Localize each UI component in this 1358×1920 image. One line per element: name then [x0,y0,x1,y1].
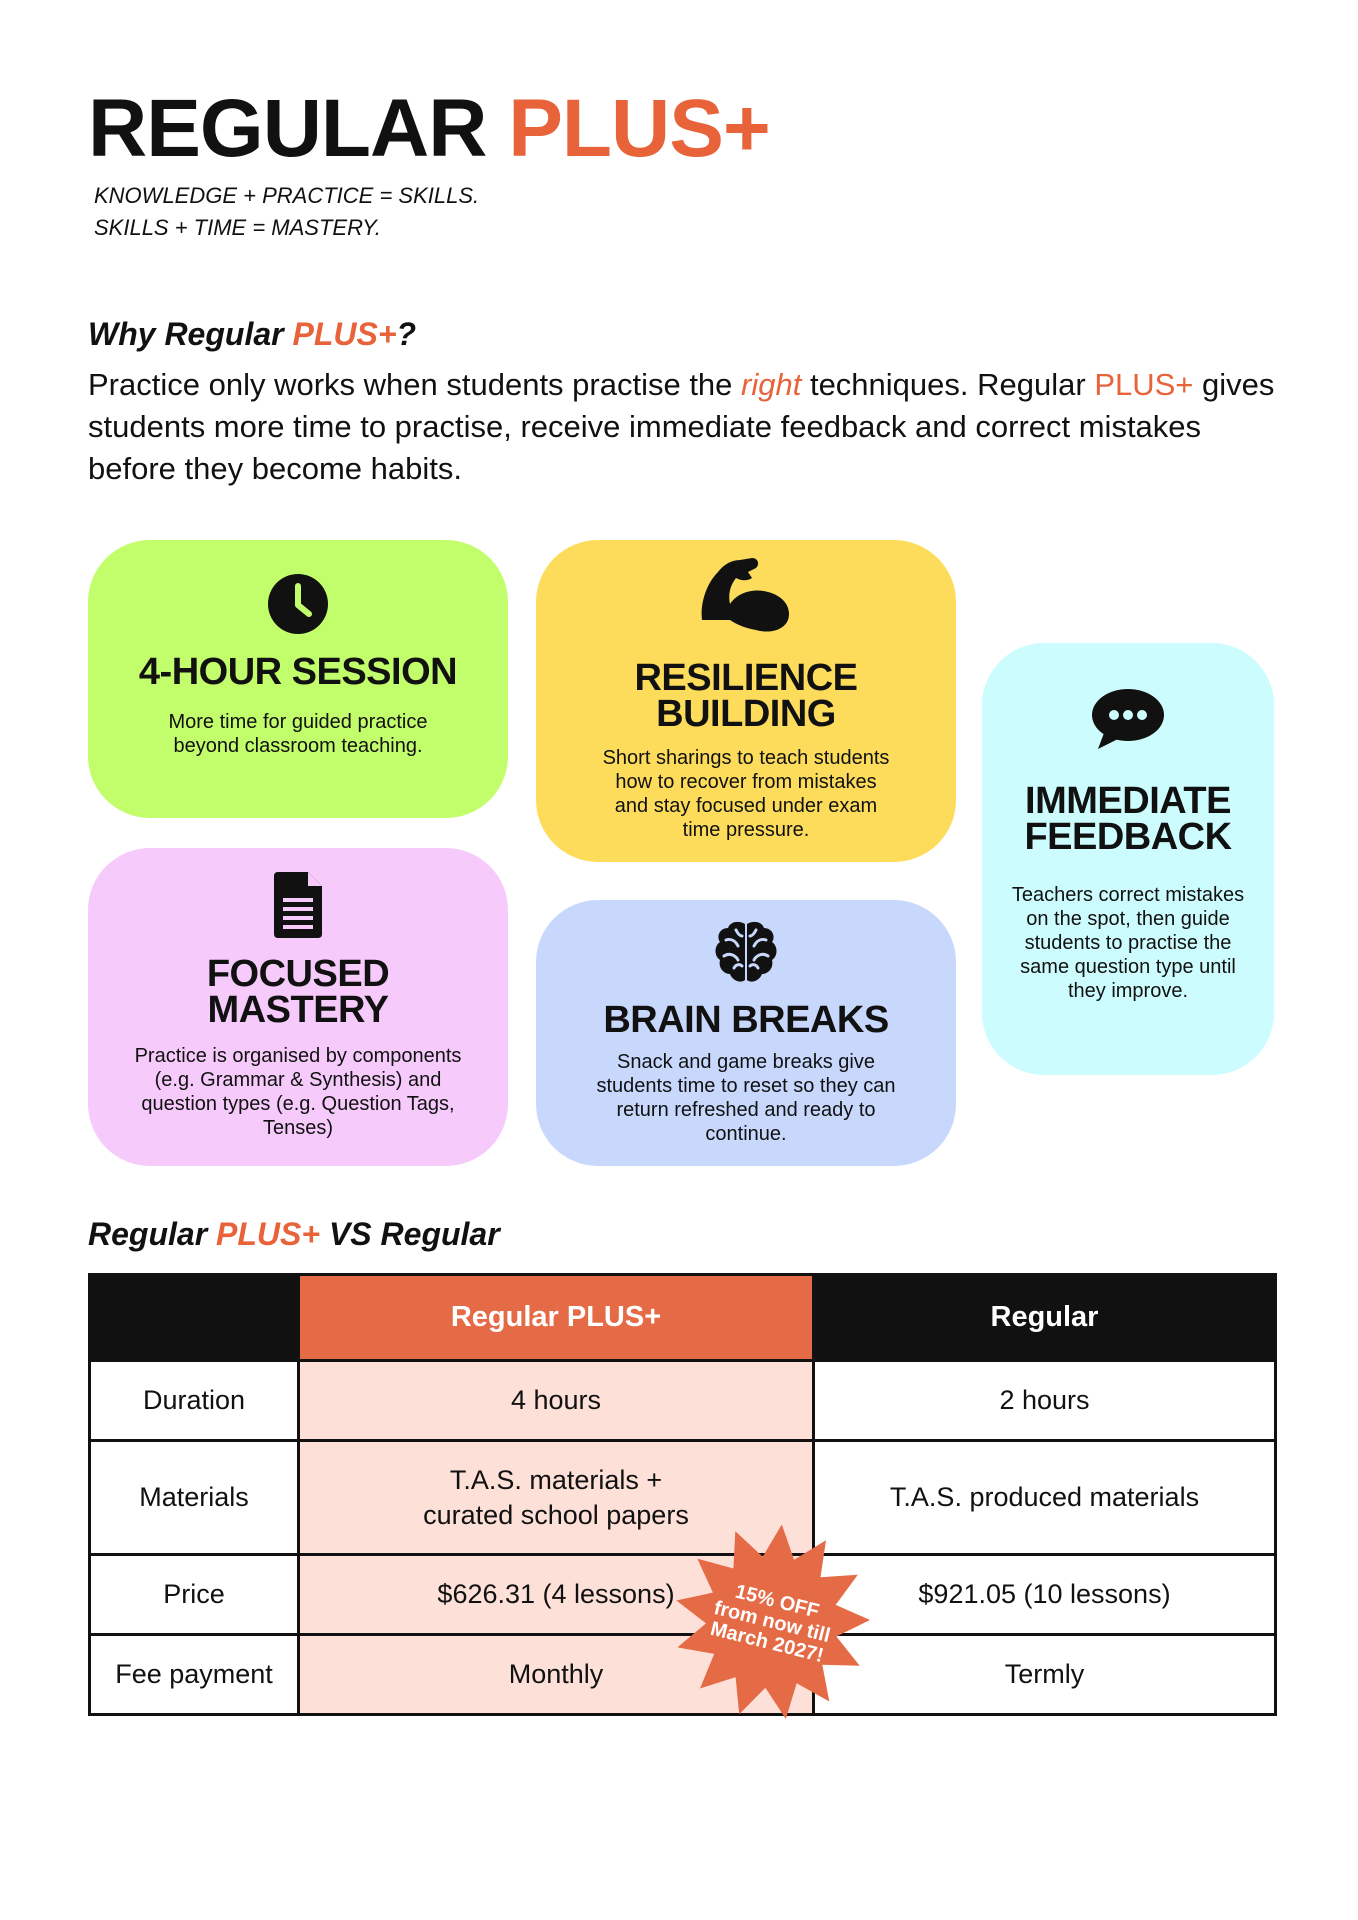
card-description: Short sharings to teach students how to recover from mistakes and stay focused under exam time pressure. [602,747,890,841]
why-paragraph [88,364,1288,490]
card-title [982,780,1274,858]
table-header-row [90,1275,1276,1361]
card-description: Practice is organised by components (e.g. Grammar & Synthesis) and question types (e.g. Question Tags, Tenses) [134,1045,462,1139]
card-title-line-1: IMMEDIATE [1025,780,1231,822]
table-header-regular-plus: Regular PLUS+ [299,1275,814,1361]
regular-cell: T.A.S. produced materials [814,1441,1276,1555]
discount-badge-text: 15% OFF from now till March 2027! [708,1580,833,1667]
tagline-line-2: SKILLS + TIME = MASTERY. [94,215,381,240]
row-label: Price [90,1555,299,1635]
regular-cell: 2 hours [814,1361,1276,1441]
card-title-line-2: MASTERY [207,989,389,1031]
plus-cell: 4 hours [299,1361,814,1441]
why-heading-post: ? [396,316,417,352]
card-description: Teachers correct mistakes on the spot, then guide students to practise the same question type until they improve. [1011,884,1245,1002]
flexed-bicep-icon [536,554,956,634]
clock-icon [88,572,508,636]
plus-cell: Monthly [299,1635,814,1715]
why-body-accent: PLUS+ [1094,367,1194,402]
title-accent: PLUS+ [508,83,770,174]
card-title: 4-HOUR SESSION [138,651,458,693]
table-header-empty [90,1275,299,1361]
card-title-line-1: RESILIENCE [634,657,858,699]
plus-cell: $626.31 (4 lessons) [299,1555,814,1635]
plus-cell-line-2: curated school papers [423,1499,689,1530]
title-main: REGULAR [88,83,487,174]
why-body-part-2: techniques. Regular [801,367,1095,402]
why-heading-pre: Why Regular [88,316,293,352]
card-title: BRAIN BREAKS [603,999,889,1041]
card-title-line-1: FOCUSED [206,953,390,995]
why-body-part-3: gives students more time to practise, receive immediate feedback and correct mistakes before they become habits. [88,367,1275,486]
regular-cell: $921.05 (10 lessons) [814,1555,1276,1635]
speech-bubble-icon [982,687,1274,751]
card-brain-breaks [536,900,956,1166]
card-description: More time for guided practice beyond classroom teaching. [168,711,428,757]
brain-icon [536,918,956,986]
page-title [88,83,770,174]
row-label: Fee payment [90,1635,299,1715]
discount-badge [672,1522,872,1722]
comparison-heading-post: VS Regular [320,1216,500,1252]
why-body-emphasis: right [741,367,802,402]
regular-cell: Termly [814,1635,1276,1715]
card-focused-mastery [88,848,508,1166]
tagline-line-1: KNOWLEDGE + PRACTICE = SKILLS. [94,183,480,208]
table-header-regular: Regular [814,1275,1276,1361]
plus-cell-line-1: T.A.S. materials + [449,1464,663,1495]
tagline [94,180,479,244]
card-title-line-2: BUILDING [656,693,836,735]
why-heading [88,316,416,353]
card-4-hour-session [88,540,508,818]
card-resilience-building [536,540,956,862]
card-title [536,657,956,735]
comparison-heading-accent: PLUS+ [216,1216,321,1252]
table-row [90,1361,1276,1441]
comparison-heading-pre: Regular [88,1216,217,1252]
card-immediate-feedback [982,643,1274,1075]
document-icon [88,872,508,938]
card-title [88,953,508,1031]
card-title-line-2: FEEDBACK [1024,816,1232,858]
why-body-part-1: Practice only works when students practise the [88,367,742,402]
row-label: Materials [90,1441,299,1555]
card-description: Snack and game breaks give students time to reset so they can return refreshed and ready to continue. [596,1051,896,1145]
comparison-heading [88,1216,500,1253]
row-label: Duration [90,1361,299,1441]
why-heading-accent: PLUS+ [292,316,397,352]
